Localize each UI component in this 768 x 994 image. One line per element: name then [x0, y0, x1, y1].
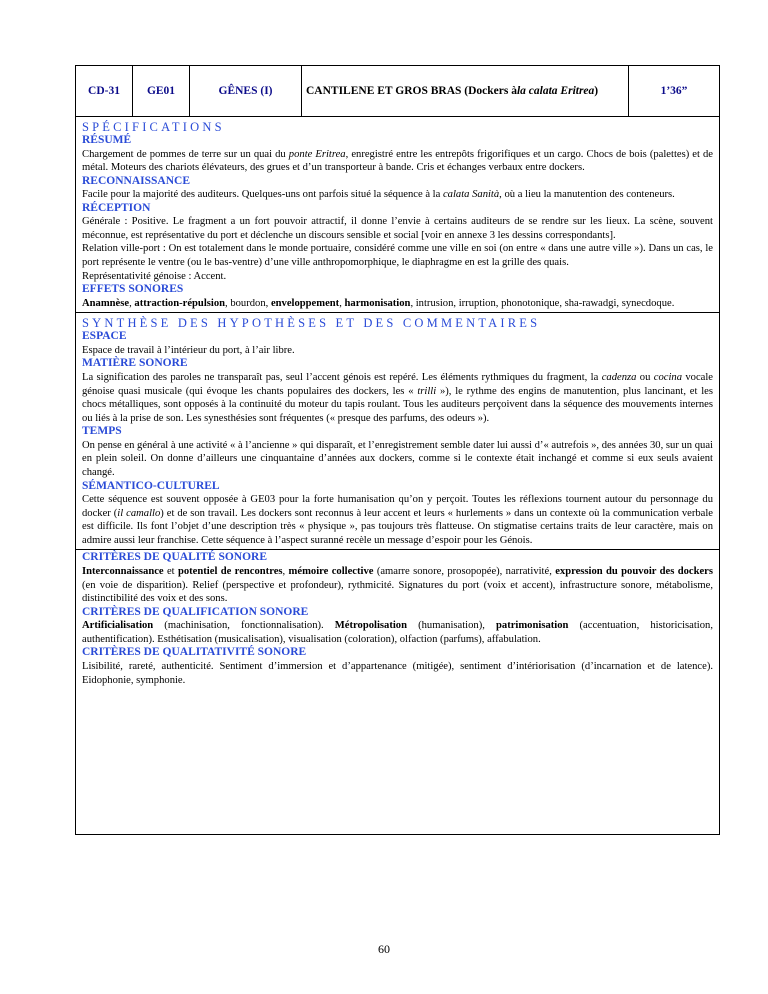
- reception-genoese: Représentativité génoise : Accent.: [82, 270, 227, 282]
- effets-heading: EFFETS SONORES: [82, 283, 184, 296]
- page-number: 60: [378, 942, 390, 956]
- criteres-qualification-heading: CRITÈRES DE QUALIFICATION SONORE: [82, 605, 309, 618]
- specifications-section: [76, 117, 719, 313]
- sequence-title: [302, 66, 629, 116]
- sheet-header: [76, 66, 719, 117]
- semantico-text: Cette séquence est souvent opposée à GE03 pour la forte humanisation qu’on y perçoit. Toutes les réflexions tournent autour du personnage du docker (il camallo) et de son travail. Les dockers sont reconnus à leur accent et leurs « hurlements » dans un contexte où la communication verbale est difficile. Ils font l’objet d’une description très « physique », pas toujours très flatteuse. On stigmatise certains traits de leur caractère, mais on admire aussi leur franchise. Cette séquence à l’aspect suranné recèle un message d’espoir pour les Génois.: [82, 494, 714, 546]
- temps-text: On pense en général à une activité « à l’ancienne » qui disparaît, et l’enregistrement semble dater lui aussi d’« autrefois », des années 30, sur un quai en plein soleil. On donne d’ailleurs une cinquantaine d’années aux dockers, comme si le contexte était inchangé et comme si eux seuls avaient changé.: [82, 439, 713, 478]
- synthese-heading: SYNTHÈSE DES HYPOTHÈSES ET DES COMMENTAIRES: [82, 316, 541, 331]
- criteres-qualite-text: Interconnaissance et potentiel de rencontres, mémoire collective (amarre sonore, prosopopée), narrativité, expression du pouvoir des dockers (en voie de disparition). Relief (perspective et profondeur), rythmicité. Signatures du port (voix et accent), infrastructure sonore, métabolisme, distinctibilité des voix et des sons.: [82, 565, 713, 605]
- criteres-qualitativite-text: Lisibilité, rareté, authenticité. Sentiment d’immersion et d’appartenance (mitigée), sentiment d’intériorisation (d’incarnation et de latence). Eidophonie, symphonie.: [82, 660, 713, 686]
- criteres-qualite-section: [76, 550, 719, 834]
- temps-heading: TEMPS: [82, 425, 122, 438]
- matiere-heading: MATIÈRE SONORE: [82, 357, 188, 370]
- reconnaissance-heading: RECONNAISSANCE: [82, 174, 190, 187]
- title-italic: la calata Eritrea: [516, 85, 595, 97]
- criteres-qualitativite-heading: CRITÈRES DE QUALITATIVITÉ SONORE: [82, 646, 307, 659]
- reception-general: Générale : Positive. Le fragment a un fort pouvoir attractif, il donne l’envie à certains auditeurs de se rendre sur les lieux. La scène, souvent méconnue, est représentative du port et déclenche un discours sensible et social [voir en annexe 3 les dessins correspondants].: [82, 216, 713, 241]
- reception-heading: RÉCEPTION: [82, 201, 151, 214]
- city-label: GÊNES (I): [190, 66, 302, 116]
- duration: 1’36”: [660, 85, 688, 97]
- resume-text: Chargement de pommes de terre sur un quai du ponte Eritrea, enregistré entre les entrepôts frigorifiques et un cargo. Chocs de bois (palettes) et de métal. Moteurs des chariots élévateurs, des grues et d’un transporteur à bande. Cris et échanges verbaux entre dockers.: [82, 148, 713, 174]
- espace-text: Espace de travail à l’intérieur du port, à l’air libre.: [82, 344, 295, 356]
- resume-heading: RÉSUMÉ: [82, 134, 132, 146]
- reception-city-port: Relation ville-port : On est totalement dans le monde portuaire, considéré comme une ville en soi (on entre « dans une autre ville »). Dans un cas, le port représente le ventre (ou le bas-ventre) d’une ville anthropomorphique, le diaphragme en est la grille des quais.: [82, 243, 713, 269]
- title-suffix: ): [594, 85, 599, 97]
- espace-heading: ESPACE: [82, 330, 127, 343]
- specifications-heading: SPÉCIFICATIONS: [82, 120, 225, 134]
- synthese-section: [76, 313, 719, 550]
- sequence-ref: GE01: [133, 66, 190, 116]
- blank-area: [82, 687, 713, 832]
- criteres-qualite-heading: CRITÈRES DE QUALITÉ SONORE: [82, 551, 268, 564]
- record-sheet: [75, 65, 720, 835]
- matiere-text: La signification des paroles ne transparaît pas, seul l’accent génois est repéré. Les éléments rythmiques du fragment, la cadenza ou cocina vocale génoise quasi musicale (qui évoque les chants populaires des dockers, les « trilli »), le rythme des engins de manutention, plus lancinant, et les chocs métalliques, sont opposés à la continuité du moteur du tapis roulant. Tous les auditeurs perçoivent dans la séquence des mouvements internes ou liés à la prise de son. Les synesthésies sont fréquentes (« presque des parfums, des odeurs »).: [82, 371, 714, 424]
- criteres-qualification-text: Artificialisation (machinisation, fonctionnalisation). Métropolisation (humanisation), patrimonisation (accentuation, historicisation, authentification). Esthétisation (musicalisation), visualisation (coloration), olfaction (parfums), affabulation.: [82, 620, 713, 645]
- cd-code: CD-31: [76, 66, 133, 116]
- semantico-heading: SÉMANTICO-CULTUREL: [82, 479, 220, 492]
- title-prefix: CANTILENE ET GROS BRAS (Dockers à: [306, 85, 517, 97]
- effets-text: Anamnèse, attraction-répulsion, bourdon, enveloppement, harmonisation, intrusion, irruption, phonotonique, sha-rawadgi, synecdoque.: [82, 297, 675, 309]
- reconnaissance-text: Facile pour la majorité des auditeurs. Quelques-uns ont parfois situé la séquence à la calata Sanità, où a lieu la manutention des conteneurs.: [82, 189, 675, 201]
